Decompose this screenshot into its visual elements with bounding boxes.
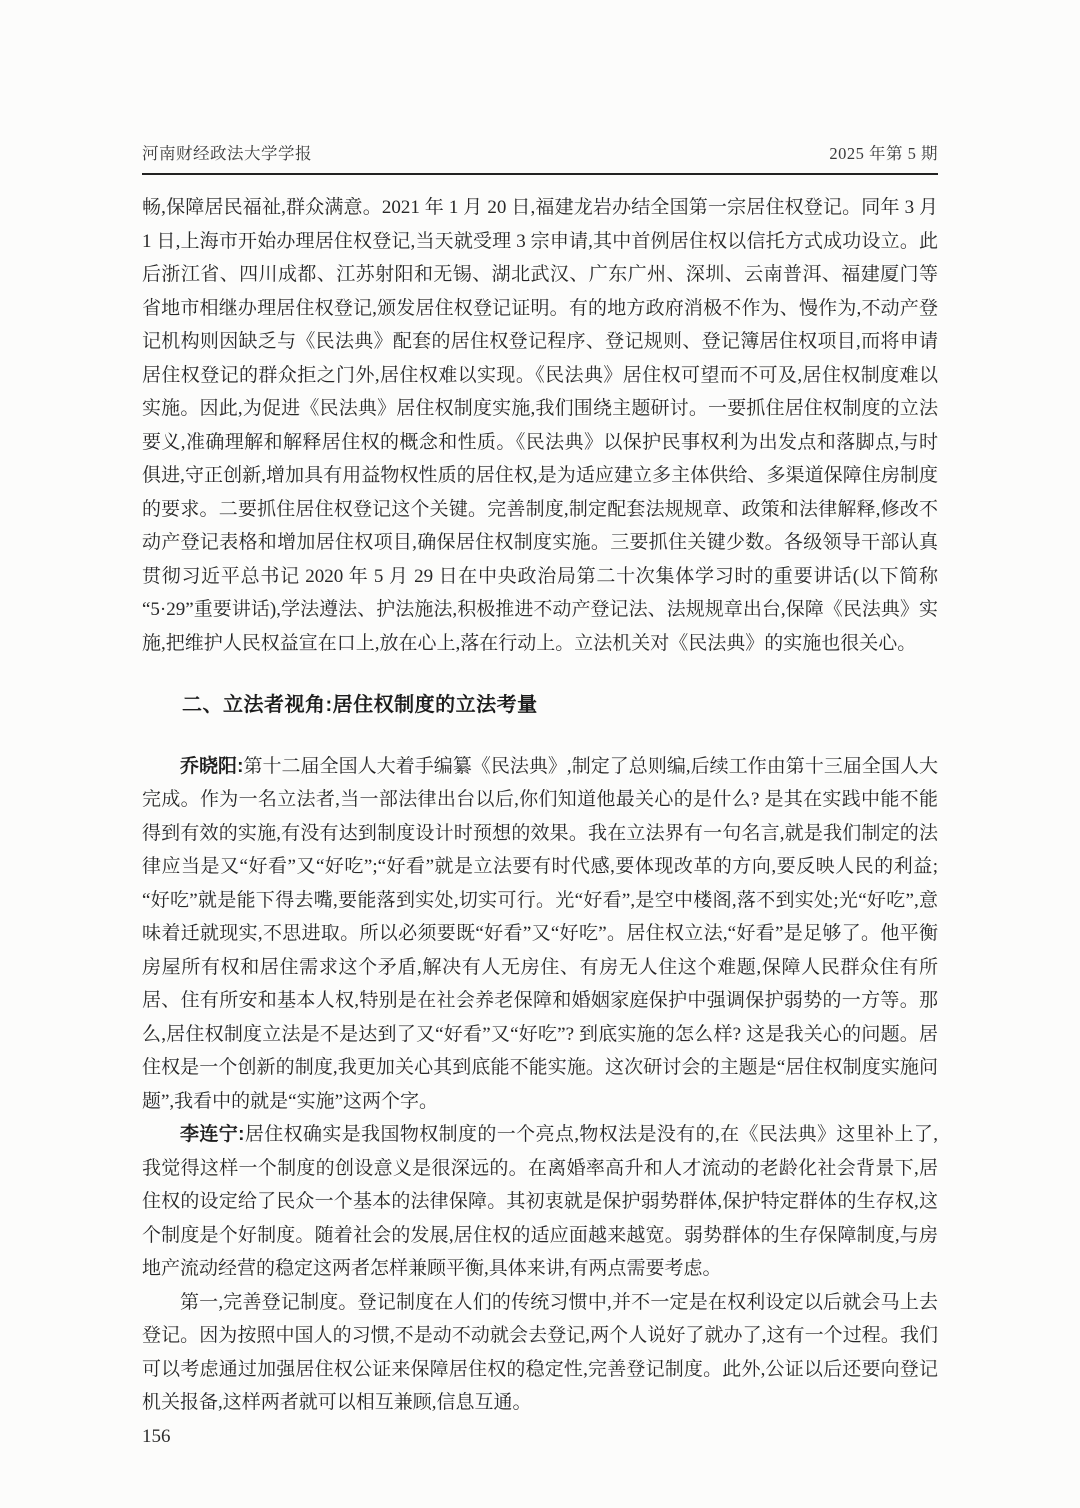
journal-title: 河南财经政法大学学报 bbox=[142, 144, 312, 163]
paragraph-point-one bbox=[142, 1286, 938, 1420]
article-body bbox=[142, 191, 938, 1420]
speech-text: 第一,完善登记制度。登记制度在人们的传统习惯中,并不一定是在权利设定以后就会马上去登记。因为按照中国人的习惯,不是动不动就会去登记,两个人说好了就办了,这有一个过程。我们可以考虑通过加强居住权公证来保障居住权的稳定性,完善登记制度。此外,公证以后还要向登记机关报备,这样两者就可以相互兼顾,信息互通。 bbox=[142, 1291, 938, 1413]
speaker-name-lilianning: 李连宁: bbox=[180, 1124, 245, 1145]
page-footer bbox=[142, 1426, 938, 1448]
paragraph-speech-lilianning bbox=[142, 1118, 938, 1286]
section-heading: 二、立法者视角:居住权制度的立法考量 bbox=[182, 694, 538, 716]
speech-text: 居住权确实是我国物权制度的一个亮点,物权法是没有的,在《民法典》这里补上了,我觉得这样一个制度的创设意义是很深远的。在离婚率高升和人才流动的老龄化社会背景下,居住权的设定给了民众一个基本的法律保障。其初衷就是保护弱势群体,保护特定群体的生存权,这个制度是个好制度。随着社会的发展,居住权的适应面越来越宽。弱势群体的生存保障制度,与房地产流动经营的稳定这两者怎样兼顾平衡,具体来讲,有两点需要考虑。 bbox=[142, 1124, 938, 1279]
speech-text: 第十二届全国人大着手编纂《民法典》,制定了总则编,后续工作由第十三届全国人大完成。作为一名立法者,当一部法律出台以后,你们知道他最关心的是什么? 是其在实践中能不能得到有效的实施,有没有达到制度设计时预想的效果。我在立法界有一句名言,就是我们制定的法律应当是又“好看”又“好吃”;“好看”就是立法要有时代感,要体现改革的方向,要反映人民的利益;“好吃”就是能下得去嘴,要能落到实处,切实可行。光“好看”,是空中楼阁,落不到实处;光“好吃”,意味着迁就现实,不思进取。所以必须要既“好看”又“好吃”。居住权立法,“好看”是足够了。他平衡房屋所有权和居住需求这个矛盾,解决有人无房住、有房无人住这个难题,保障人民群众住有所居、住有所安和基本人权,特别是在社会养老保障和婚姻家庭保护中强调保护弱势的一方等。那么,居住权制度立法是不是达到了又“好看”又“好吃”? 到底实施的怎么样? 这是我关心的问题。居住权是一个创新的制度,我更加关心其到底能不能实施。这次研讨会的主题是“居住权制度实施问题”,我看中的就是“实施”这两个字。 bbox=[142, 755, 938, 1112]
header-rule bbox=[142, 173, 938, 175]
issue-label: 2025 年第 5 期 bbox=[829, 144, 938, 163]
page-number: 156 bbox=[142, 1425, 171, 1447]
paragraph-continuation: 畅,保障居民福祉,群众满意。2021 年 1 月 20 日,福建龙岩办结全国第一宗居住权登记。同年 3 月 1 日,上海市开始办理居住权登记,当天就受理 3 宗申请,其中首例居住权以信托方式成功设立。此后浙江省、四川成都、江苏射阳和无锡、湖北武汉、广东广州、深圳、云南普洱、福建厦门等省地市相继办理居住权登记,颁发居住权登记证明。有的地方政府消极不作为、慢作为,不动产登记机构则因缺乏与《民法典》配套的居住权登记程序、登记规则、登记簿居住权项目,而将申请居住权登记的群众拒之门外,居住权难以实现。《民法典》居住权可望而不可及,居住权制度难以实施。因此,为促进《民法典》居住权制度实施,我们围绕主题研讨。一要抓住居住权制度的立法要义,准确理解和解释居住权的概念和性质。《民法典》以保护民事权利为出发点和落脚点,与时俱进,守正创新,增加具有用益物权性质的居住权,是为适应建立多主体供给、多渠道保障住房制度的要求。二要抓住居住权登记这个关键。完善制度,制定配套法规规章、政策和法律解释,修改不动产登记表格和增加居住权项目,确保居住权制度实施。三要抓住关键少数。各级领导干部认真贯彻习近平总书记 2020 年 5 月 29 日在中央政治局第二十次集体学习时的重要讲话(以下简称“5·29”重要讲话),学法遵法、护法施法,积极推进不动产登记法、法规规章出台,保障《民法典》实施,把维护人民权益宣在口上,放在心上,落在行动上。立法机关对《民法典》的实施也很关心。 bbox=[142, 197, 938, 654]
running-head bbox=[142, 140, 938, 164]
paragraph-speech-qiaoxiaoyang bbox=[142, 750, 938, 1119]
speaker-name-qiaoxiaoyang: 乔晓阳: bbox=[180, 755, 244, 777]
